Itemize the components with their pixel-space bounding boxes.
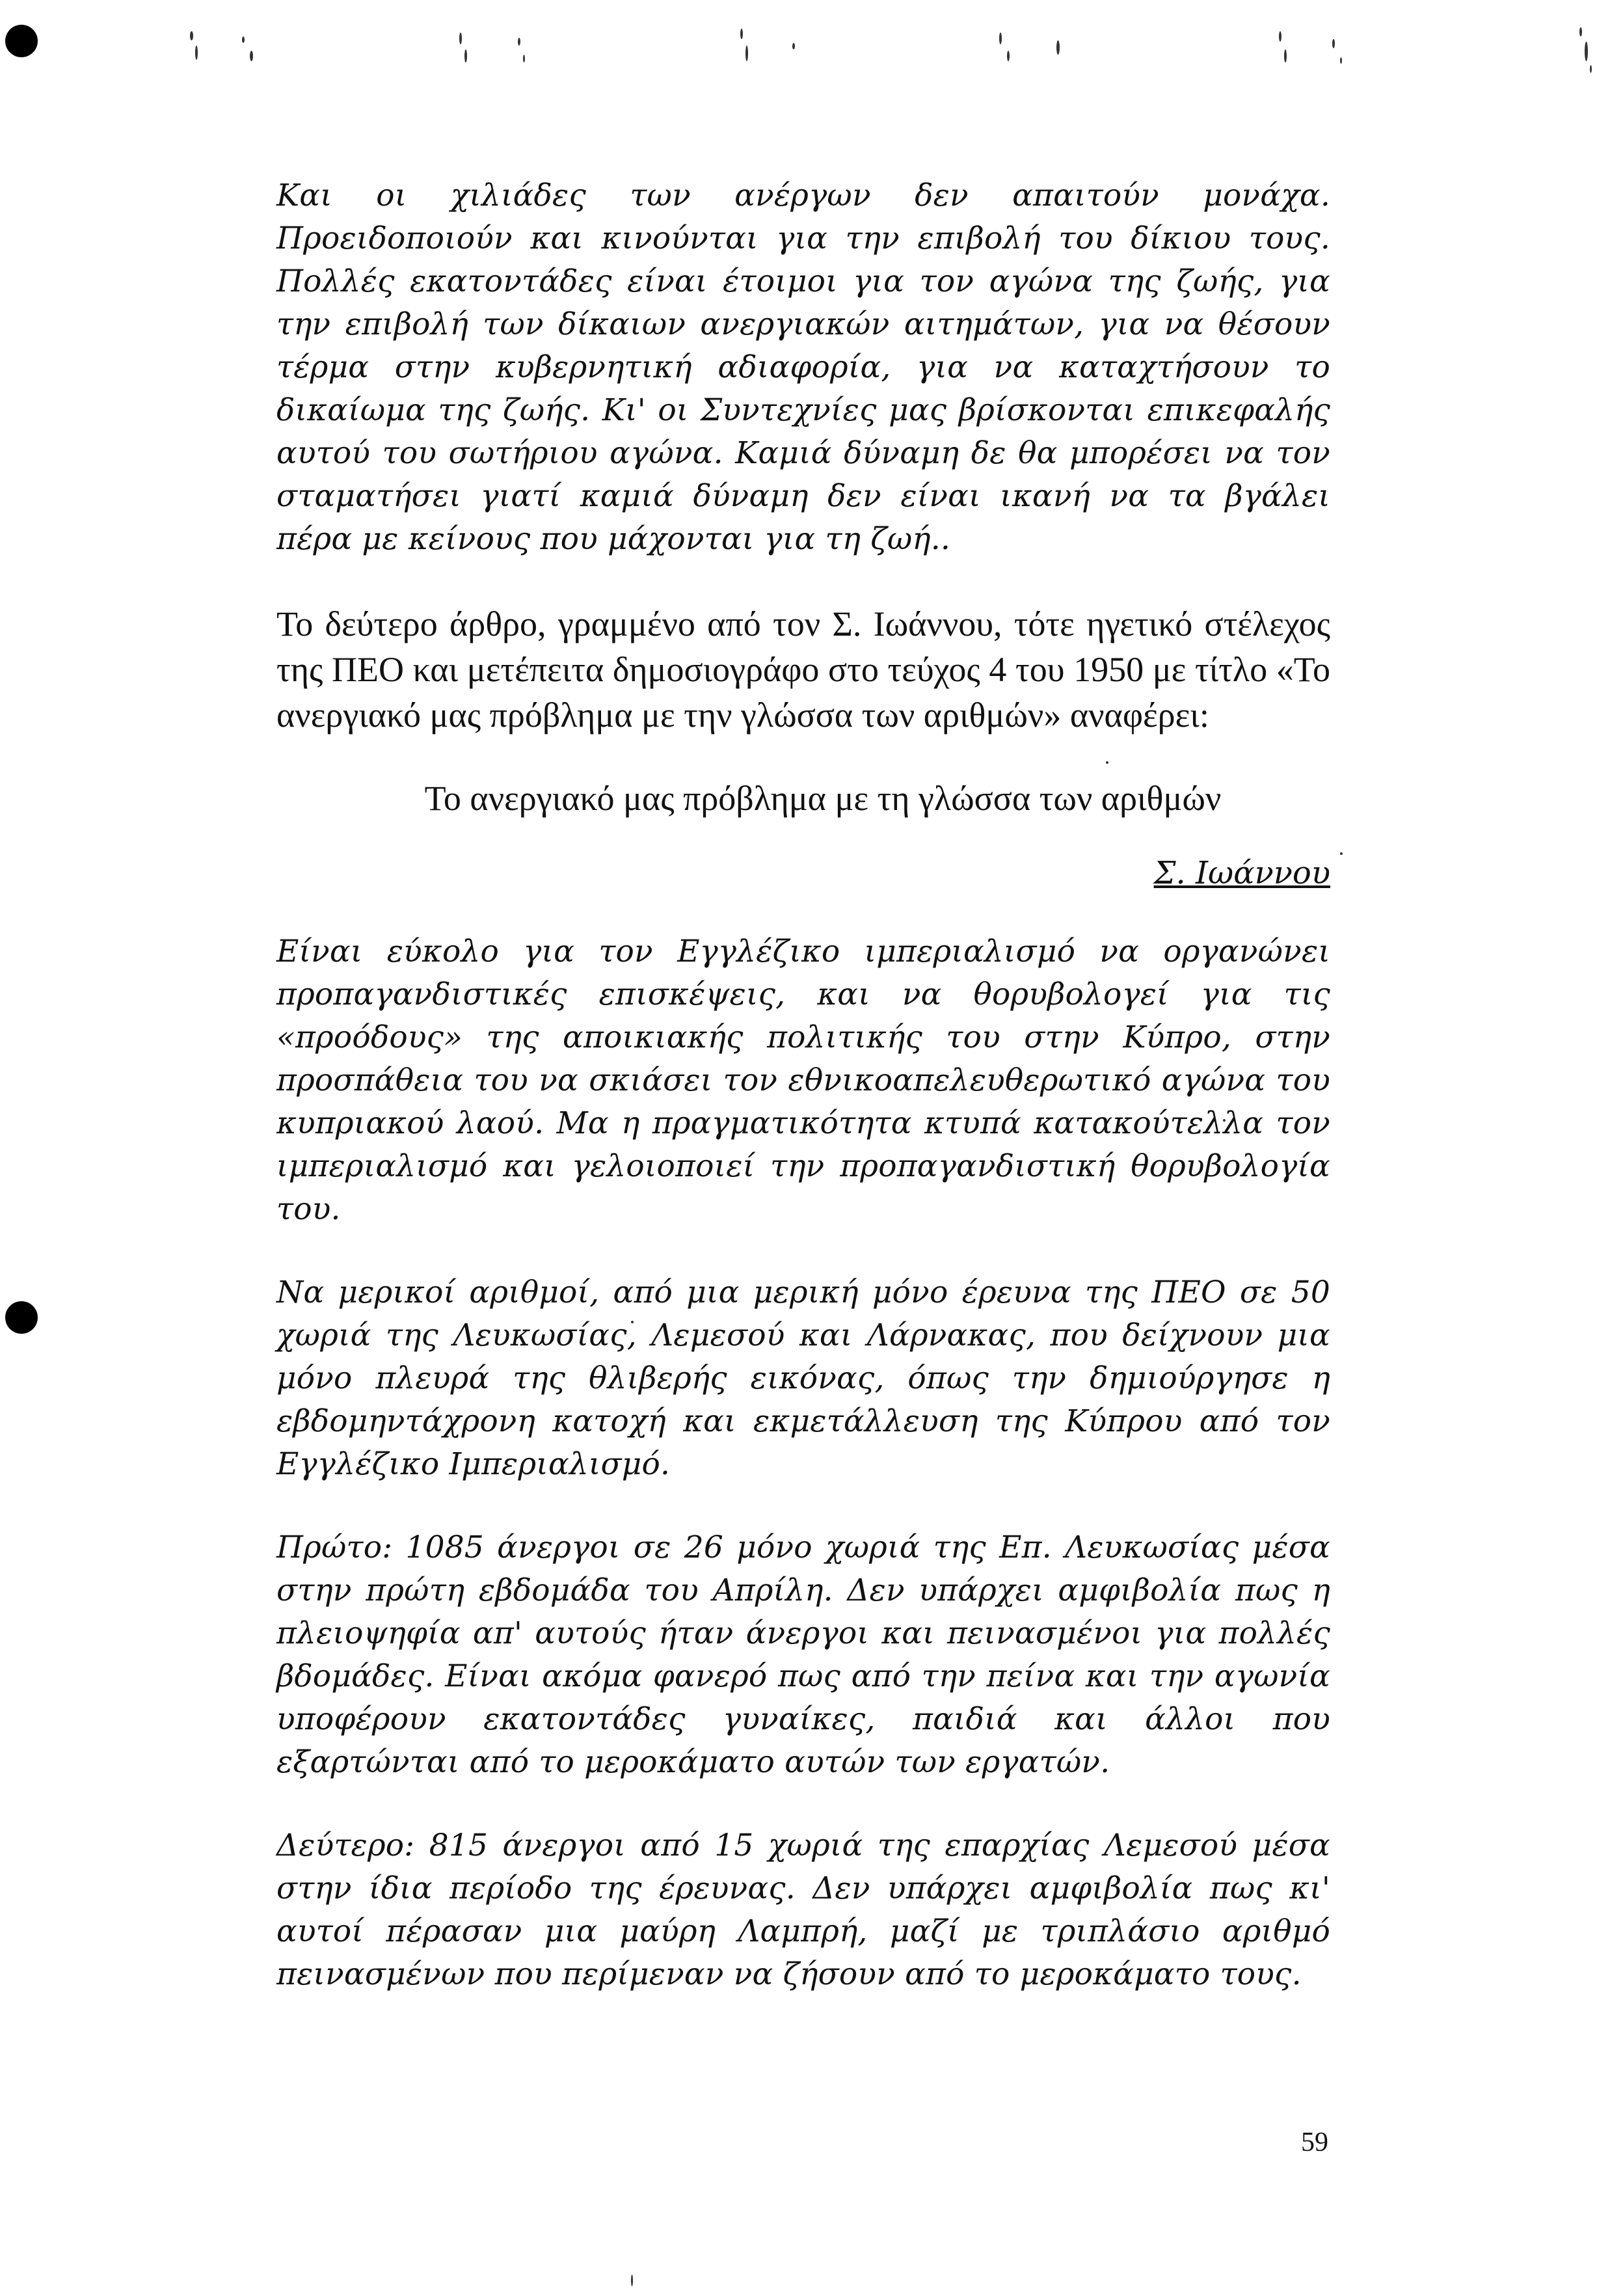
punch-hole-bottom [5, 1301, 38, 1334]
paragraph-5: Πρώτο: 1085 άνεργοι σε 26 μόνο χωριά της Επ. Λευκωσίας μέσα στην πρώτη εβδομάδα του Απρίλη. Δεν υπάρχει αμφιβολία πως η πλειοψηφία απ' αυτούς ήταν άνεργοι και πεινασμένοι για πολλές βδομάδες. Είναι ακόμα φανερό πως από την πείνα και την αγωνία υποφέρουν εκατοντάδες γυναίκες, παιδιά και άλλοι που εξαρτώνται από το μεροκάματο αυτών των εργατών. [276, 1530, 1330, 1780]
paragraph-1: Και οι χιλιάδες των ανέργων δεν απαιτούν μονάχα. Προειδοποιούν και κινούνται για την επιβολή του δίκιου τους. Πολλές εκατοντάδες είναι έτοιμοι για τον αγώνα της ζωής, για την επιβολή των δίκαιων ανεργιακών αιτημάτων, για να θέσουν τέρμα στην κυβερνητική αδιαφορία, για να καταχτήσουν το δικαίωμα της ζωής. Κι' οι Συντεχνίες μας βρίσκονται επικεφαλής αυτού του σωτήριου αγώνα. Καμιά δύναμη δε θα μπορέσει να τον σταματήσει γιατί καμιά δύναμη δεν είναι ικανή να τα βγάλει πέρα με κείνους που μάχονται για τη ζωή.. [276, 178, 1330, 557]
page-number: 59 [1301, 2127, 1328, 2157]
paragraph-6: Δεύτερο: 815 άνεργοι από 15 χωριά της επαρχίας Λεμεσού μέσα στην ίδια περίοδο της έρευνας. Δεν υπάρχει αμφιβολία πως κι' αυτοί πέρασαν μια μαύρη Λαμπρή, μαζί με τριπλάσιο αριθμό πεινασμένων που περίμεναν να ζήσουν από το μεροκάματο τους. [276, 1828, 1330, 1992]
article-title: Το ανεργιακό μας πρόβλημα με τη γλώσσα των αριθμών [424, 779, 1222, 818]
paragraph-3: Είναι εύκολο για τον Εγγλέζικο ιμπεριαλισμό να οργανώνει προπαγανδιστικές επισκέψεις, και να θορυβολογεί για τις «προόδους» της αποικιακής πολιτικής του στην Κύπρο, στην προσπάθεια του να σκιάσει τον εθνικοαπελευθερωτικό αγώνα του κυπριακού λαού. Μα η πραγματικότητα κτυπά κατακούτελλα τον ιμπεριαλισμό και γελοιοποιεί την προπαγανδιστική θορυβολογία του. [276, 934, 1330, 1227]
paragraph-4: Να μερικοί αριθμοί, από μια μερική μόνο έρευνα της ΠΕΟ σε 50 χωριά της Λευκωσίας, Λεμεσού και Λάρνακας, που δείχνουν μια μόνο πλευρά της θλιβερής εικόνας, όπως την δημιούργησε η εβδομηντάχρονη κατοχή και εκμετάλλευση της Κύπρου από τον Εγγλέζικο Ιμπεριαλισμό. [276, 1275, 1330, 1482]
main-text [276, 174, 1330, 1996]
punch-hole-top [5, 25, 38, 57]
author-name: Σ. Ιωάννου [1153, 855, 1330, 891]
paragraph-2: Το δεύτερο άρθρο, γραμμένο από τον Σ. Ιωάννου, τότε ηγετικό στέλεχος της ΠΕΟ και μετέπειτα δημοσιογράφο στο τεύχος 4 του 1950 με τίτλο «Το ανεργιακό μας πρόβλημα με την γλώσσα των αριθμών» αναφέρει: [276, 604, 1330, 735]
